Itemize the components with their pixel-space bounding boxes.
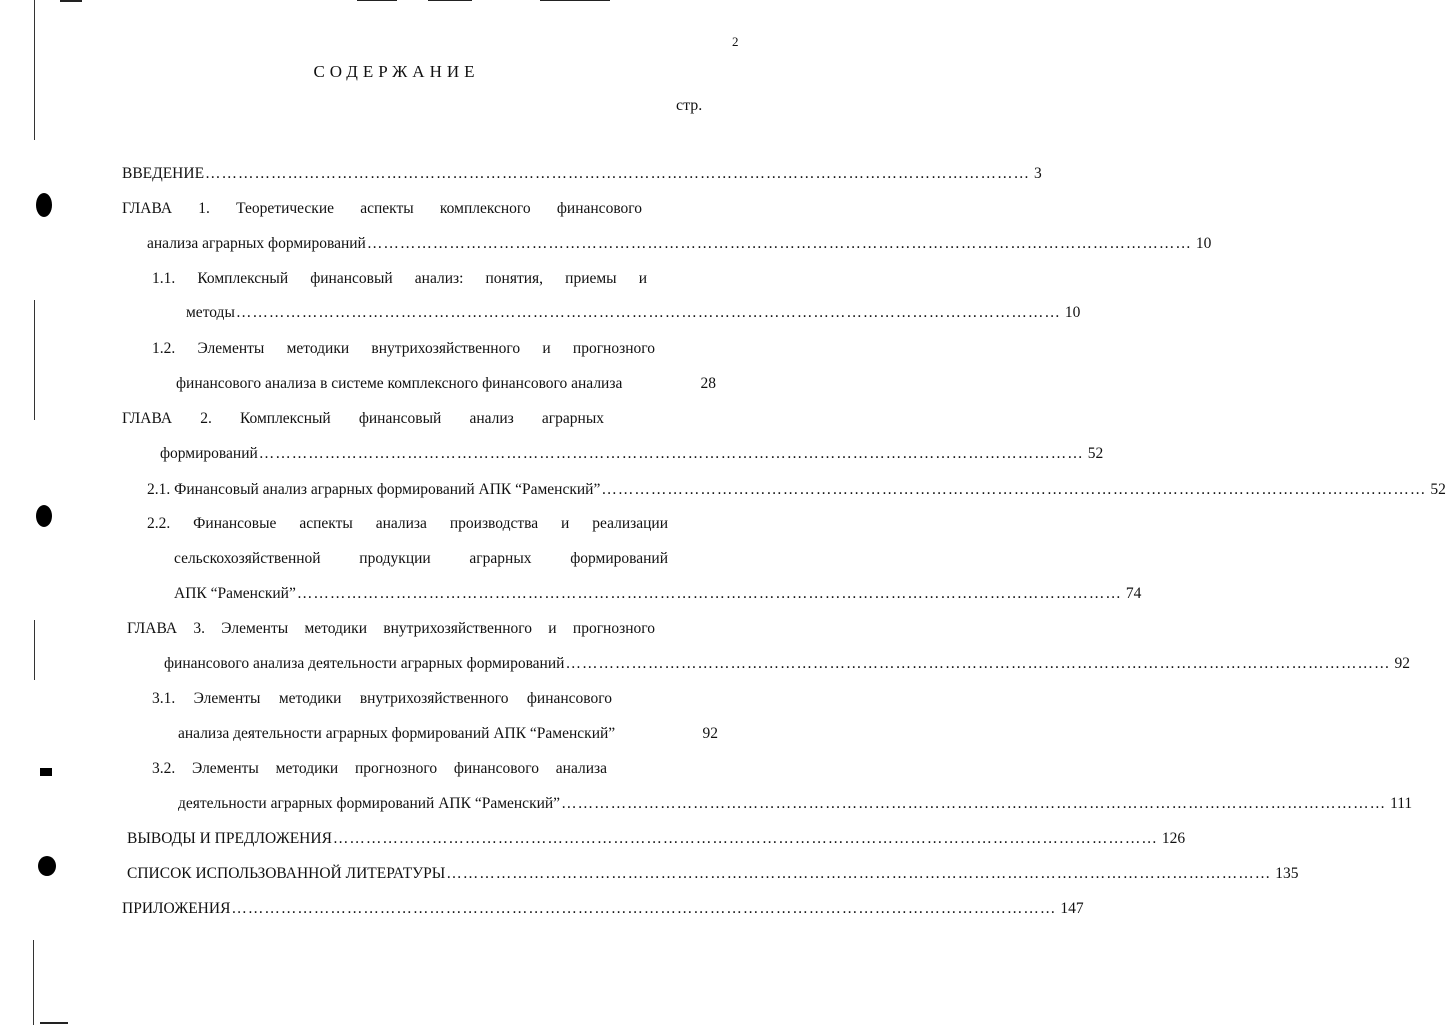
scan-edge-mark <box>540 0 610 1</box>
toc-page-number: 52 <box>1430 481 1446 498</box>
binder-hole-mark <box>36 193 52 217</box>
toc-section-2-2-title: 2.2. Финансовые аспекты анализа производства и реализации <box>147 515 668 532</box>
toc-entry-conclusions <box>127 828 1186 850</box>
toc-page-number: 10 <box>1195 235 1212 252</box>
scan-edge-mark <box>60 0 82 2</box>
scan-edge-mark <box>40 1022 68 1024</box>
toc-entry-text: финансового анализа в системе комплексного финансового анализа <box>176 375 623 392</box>
scan-edge-mark <box>428 0 472 1</box>
toc-page-number: 147 <box>1060 900 1084 917</box>
toc-chapter-1-title: ГЛАВА 1. Теоретические аспекты комплексного финансового <box>122 200 642 217</box>
page-column-label: стр. <box>676 97 703 114</box>
dot-leader: …………………………………………………………………………………………………………………………………… <box>446 865 1272 882</box>
toc-page-number: 111 <box>1390 795 1413 812</box>
toc-page-number: 135 <box>1275 865 1299 882</box>
toc-section-2-1 <box>147 479 1446 501</box>
toc-entry-text: финансового анализа деятельности аграрных формирований <box>164 655 565 672</box>
toc-page-number: 10 <box>1064 304 1081 321</box>
toc-page-number: 126 <box>1161 830 1186 847</box>
toc-section-3-1 <box>178 723 718 745</box>
toc-entry-text: ВВЕДЕНИЕ <box>122 165 205 182</box>
toc-entry-bibliography <box>127 863 1299 885</box>
binder-hole-mark <box>38 856 56 876</box>
scan-margin-line <box>33 940 34 1025</box>
toc-page-number: 92 <box>702 725 718 742</box>
toc-entry-text: ВЫВОДЫ И ПРЕДЛОЖЕНИЯ <box>127 830 332 847</box>
toc-page-number: 92 <box>1394 655 1410 672</box>
toc-chapter-2-title: ГЛАВА 2. Комплексный финансовый анализ аграрных <box>122 410 604 427</box>
dot-leader: …………………………………………………………………………………………………………………………………… <box>561 795 1387 812</box>
scan-edge-mark <box>357 0 397 1</box>
toc-entry-text: методы <box>186 304 235 321</box>
toc-entry-text: АПК “Раменский” <box>174 585 296 602</box>
binder-hole-mark <box>36 505 52 527</box>
toc-entry-text: 2.1. Финансовый анализ аграрных формирований АПК “Раменский” <box>147 481 601 498</box>
dot-leader: …………………………………………………………………………………………………………………………………… <box>332 830 1158 847</box>
toc-page-number: 28 <box>700 375 716 392</box>
toc-section-3-1-title: 3.1. Элементы методики внутрихозяйственного финансового <box>152 690 612 707</box>
toc-entry-text: СПИСОК ИСПОЛЬЗОВАННОЙ ЛИТЕРАТУРЫ <box>127 865 446 882</box>
dot-leader: …………………………………………………………………………………………………………………………………… <box>565 655 1391 672</box>
toc-page-number: 74 <box>1125 585 1142 602</box>
toc-section-2-2-title-cont: сельскохозяйственной продукции аграрных формирований <box>174 550 668 567</box>
dot-leader: …………………………………………………………………………………………………………………………………… <box>205 165 1031 182</box>
toc-entry-text: анализа деятельности аграрных формирований АПК “Раменский” <box>178 725 616 742</box>
toc-chapter-3-title: ГЛАВА 3. Элементы методики внутрихозяйственного и прогнозного <box>127 620 655 637</box>
toc-section-1-2-title: 1.2. Элементы методики внутрихозяйственного и прогнозного <box>152 340 655 357</box>
toc-chapter-1 <box>147 233 1212 255</box>
page-title: СОДЕРЖАНИЕ <box>313 62 480 81</box>
scan-margin-line <box>34 620 35 680</box>
toc-entry-appendices <box>122 898 1084 920</box>
scan-margin-line <box>34 300 35 420</box>
toc-section-2-2 <box>174 583 1142 605</box>
dot-leader: …………………………………………………………………………………………………………………………………… <box>296 585 1122 602</box>
toc-section-1-1 <box>186 302 1081 324</box>
toc-section-1-2 <box>176 373 716 395</box>
toc-section-3-2 <box>178 793 1413 815</box>
toc-entry-introduction <box>122 163 1042 185</box>
dot-leader: …………………………………………………………………………………………………………………………………… <box>231 900 1057 917</box>
page-number: 2 <box>732 34 739 49</box>
toc-chapter-2 <box>160 443 1104 465</box>
toc-page-number: 3 <box>1034 165 1042 182</box>
toc-entry-text: анализа аграрных формирований <box>147 235 366 252</box>
dot-leader: …………………………………………………………………………………………………………………………………… <box>235 304 1061 321</box>
scan-speck <box>40 768 52 776</box>
toc-section-3-2-title: 3.2. Элементы методики прогнозного финансового анализа <box>152 760 607 777</box>
toc-page-number: 52 <box>1087 445 1104 462</box>
toc-section-1-1-title: 1.1. Комплексный финансовый анализ: понятия, приемы и <box>152 270 647 287</box>
toc-entry-text: деятельности аграрных формирований АПК “Раменский” <box>178 795 561 812</box>
dot-leader: …………………………………………………………………………………………………………………………………… <box>601 481 1427 498</box>
toc-entry-text: формирований <box>160 445 258 462</box>
toc-entry-text: ПРИЛОЖЕНИЯ <box>122 900 231 917</box>
toc-chapter-3 <box>164 653 1410 675</box>
dot-leader: …………………………………………………………………………………………………………………………………… <box>366 235 1192 252</box>
dot-leader: …………………………………………………………………………………………………………………………………… <box>258 445 1084 462</box>
